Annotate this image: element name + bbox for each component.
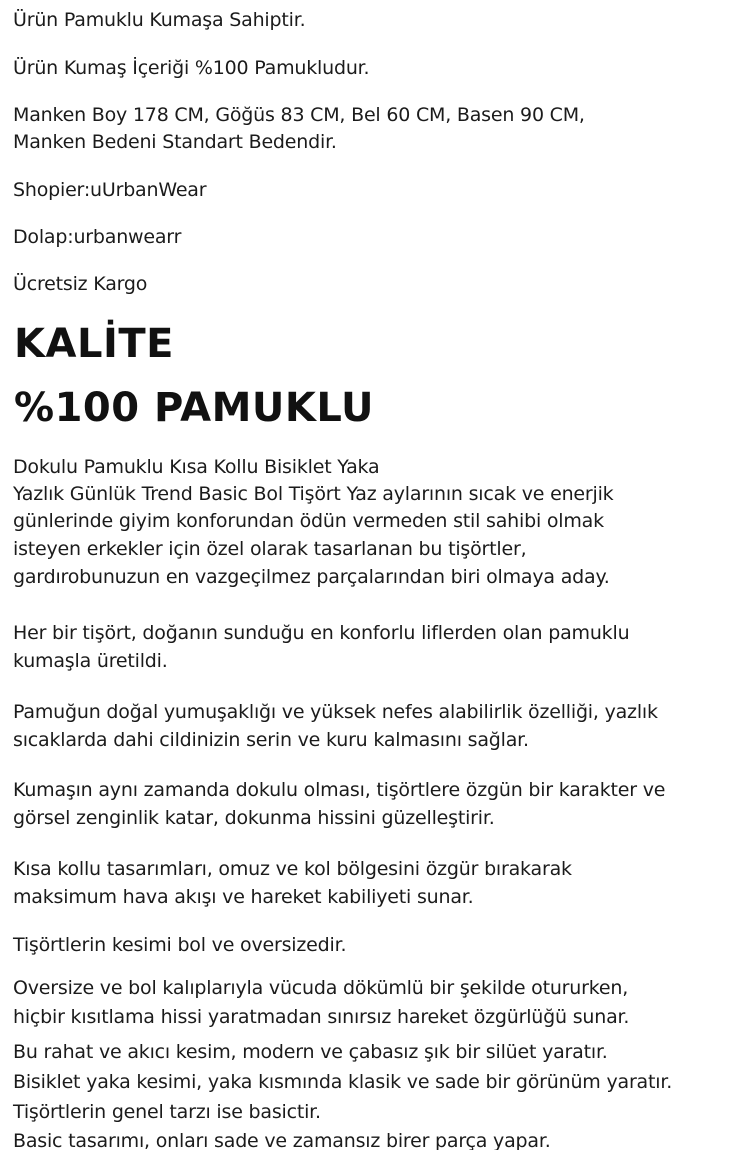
description-line: Kumaşın aynı zamanda dokulu olması, tişörtlere özgün bir karakter ve xyxy=(13,779,666,801)
model-measurements-line1: Manken Boy 178 CM, Göğüs 83 CM, Bel 60 CM, Basen 90 CM, xyxy=(13,104,585,126)
description-line: isteyen erkekler için özel olarak tasarlanan bu tişörtler, xyxy=(13,538,527,560)
description-line: Pamuğun doğal yumuşaklığı ve yüksek nefes alabilirlik özelliği, yazlık xyxy=(13,701,658,723)
content-info: Ürün Kumaş İçeriği %100 Pamukludur. xyxy=(13,57,370,79)
description-line: Kısa kollu tasarımları, omuz ve kol bölgesini özgür bırakarak xyxy=(13,858,572,880)
description-line: Dokulu Pamuklu Kısa Kollu Bisiklet Yaka xyxy=(13,456,380,478)
description-line: Her bir tişört, doğanın sunduğu en konforlu liflerden olan pamuklu xyxy=(13,622,630,644)
description-line: Tişörtlerin genel tarzı ise basictir. xyxy=(13,1101,321,1123)
description-line: Yazlık Günlük Trend Basic Bol Tişört Yaz aylarının sıcak ve enerjik xyxy=(13,483,614,505)
free-shipping: Ücretsiz Kargo xyxy=(13,273,148,295)
shopier-store: Shopier:uUrbanWear xyxy=(13,179,207,201)
description-line: hiçbir kısıtlama hissi yaratmadan sınırsız hareket özgürlüğü sunar. xyxy=(13,1006,630,1028)
description-line: gardırobunuzun en vazgeçilmez parçalarından biri olmaya aday. xyxy=(13,566,610,588)
fabric-info: Ürün Pamuklu Kumaşa Sahiptir. xyxy=(13,9,306,31)
quality-heading: KALİTE xyxy=(14,321,174,367)
description-line: maksimum hava akışı ve hareket kabiliyeti sunar. xyxy=(13,886,474,908)
dolap-store: Dolap:urbanwearr xyxy=(13,226,182,248)
description-line: Bu rahat ve akıcı kesim, modern ve çabasız şık bir silüet yaratır. xyxy=(13,1041,608,1063)
cotton-heading: %100 PAMUKLU xyxy=(14,385,374,431)
description-line: kumaşla üretildi. xyxy=(13,650,168,672)
description-line: günlerinde giyim konforundan ödün vermeden stil sahibi olmak xyxy=(13,510,604,532)
description-line: sıcaklarda dahi cildinizin serin ve kuru kalmasını sağlar. xyxy=(13,729,529,751)
description-line: Oversize ve bol kalıplarıyla vücuda dökümlü bir şekilde otururken, xyxy=(13,977,629,999)
description-line: görsel zenginlik katar, dokunma hissini güzelleştirir. xyxy=(13,807,495,829)
description-line: Tişörtlerin kesimi bol ve oversizedir. xyxy=(13,934,347,956)
description-line: Bisiklet yaka kesimi, yaka kısmında klasik ve sade bir görünüm yaratır. xyxy=(13,1071,673,1093)
description-line: Basic tasarımı, onları sade ve zamansız birer parça yapar. xyxy=(13,1130,551,1150)
model-measurements-line2: Manken Bedeni Standart Bedendir. xyxy=(13,131,337,153)
